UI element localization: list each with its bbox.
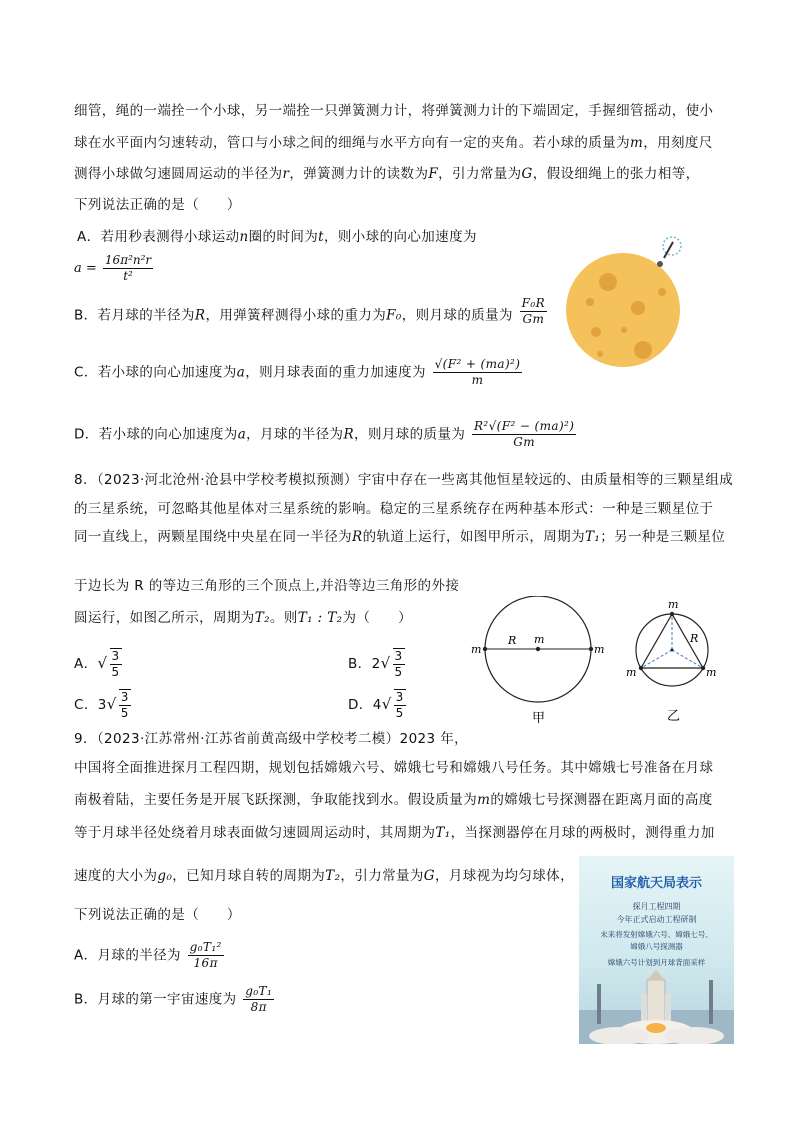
q7-var-R: R	[194, 307, 206, 324]
q8-option-b-coef: 2	[371, 656, 381, 672]
q8-line-3-text-b: 的轨道上运行，如图甲所示，周期为	[362, 529, 585, 545]
q9-option-b-text: B．月球的第一宇宙速度为	[74, 991, 237, 1008]
q9-var-m: m	[477, 792, 491, 808]
q9-line-6: 下列说法正确的是（ ）	[74, 907, 241, 923]
q8-option-a-den: 5	[111, 665, 120, 679]
label-m-br: m	[706, 666, 717, 679]
q9-option-b-fraction	[243, 984, 274, 1015]
q9-option-a-denominator: 16π	[193, 956, 218, 970]
q8-var-T1: T₁	[584, 529, 601, 545]
q7-option-d-denominator: Gm	[513, 435, 536, 449]
poster-line-3: 未来将发射嫦娥六号、嫦娥七号、	[600, 930, 713, 939]
q9-line-3-text: 南极着陆，主要任务是开展飞跃探测，争取能找到水。假设质量为	[74, 792, 478, 808]
q7-var-r: r	[282, 166, 290, 182]
moon-crater	[599, 273, 617, 291]
moon-crater	[621, 327, 627, 333]
q8-line-5-text-b: 。则	[269, 610, 298, 626]
q9-line-4	[74, 823, 715, 843]
q9-option-a-fraction	[188, 940, 224, 971]
q8-line-2: 的三星系统，可忽略其他星体对三星系统的影响。稳定的三星系统存在两种基本形式：一种是三颗星位于	[74, 501, 714, 517]
q7-option-b-fraction	[520, 296, 547, 327]
q8-option-c-coef: 3	[97, 697, 107, 713]
q9-line-4-text-b: ，当探测器停在月球的两极时，测得重力加	[450, 825, 715, 841]
q7-line-2-text: 球在水平面内匀速转动，管口与小球之间的细绳与水平方向有一定的夹角。若小球的质量为	[74, 135, 630, 151]
poster-line-5: 嫦娥六号计划到月球背面采样	[607, 958, 706, 967]
moon-crater	[591, 327, 601, 337]
q7-line-3-text: 测得小球做匀速圆周运动的半径为	[74, 166, 283, 182]
q8-line-3-text-c: ；另一种是三颗星位	[600, 529, 726, 545]
q8-line-4: 于边长为 R 的等边三角形的三个顶点上,并沿等边三角形的外接	[74, 578, 460, 594]
q7-option-b-text: B．若月球的半径为	[74, 307, 195, 324]
figure-yi	[622, 600, 722, 724]
q9-line-5	[74, 866, 574, 886]
star-top	[670, 612, 674, 616]
label-R: R	[690, 632, 699, 645]
q9-line-1: 9．（2023·江苏常州·江苏省前黄高级中学校考二模）2023 年，	[74, 731, 469, 747]
q9-line-5-text-b: ，已知月球自转的周期为	[172, 868, 326, 884]
q9-line-2: 中国将全面推进探月工程四期，规划包括嫦娥六号、嫦娥七号和嫦娥八号任务。其中嫦娥七号准备在月球	[74, 760, 714, 776]
q7-option-a-text2: 圈的时间为	[248, 229, 319, 245]
q9-var-T1: T₁	[435, 825, 451, 841]
q8-option-d-label: D．	[348, 697, 373, 713]
cnsa-poster	[579, 856, 734, 1044]
q8-option-c-num: 3	[120, 690, 129, 704]
moon-illustration	[560, 232, 695, 372]
label-m-center: m	[534, 633, 545, 646]
q9-option-b	[74, 984, 276, 1015]
q7-option-d-text3: ，则月球的质量为	[354, 426, 466, 443]
q7-var-F0: F₀	[386, 307, 402, 324]
q8-option-d-den: 5	[395, 706, 404, 720]
q8-var-R: R	[352, 529, 363, 545]
q7-option-c	[74, 357, 524, 388]
q9-line-3	[74, 790, 713, 810]
q7-line-3	[74, 164, 700, 184]
star-left	[483, 647, 487, 651]
label-m-bl: m	[626, 666, 637, 679]
q7-line-3-text-d: ，假设细绳上的张力相等，	[532, 166, 700, 182]
q9-option-b-numerator: g₀T₁	[245, 984, 273, 998]
q7-var-n: n	[239, 229, 249, 245]
q8-option-d: D．4√ $\frac{3}{5}$	[348, 690, 404, 720]
poster-line-2: 今年正式启动工程研制	[616, 915, 697, 924]
q7-option-a-text3: ，则小球的向心加速度为	[323, 229, 477, 245]
q7-option-c-text2: ，则月球表面的重力加速度为	[245, 364, 426, 381]
q8-option-b: B．2√ $\frac{3}{5}$	[348, 649, 403, 679]
q7-var-R-d: R	[343, 426, 355, 443]
q8-option-b-fraction	[393, 648, 405, 680]
caption-yi: 乙	[667, 709, 681, 724]
moon-crater	[634, 341, 652, 359]
poster-title: 国家航天局表示	[610, 876, 702, 891]
q9-var-G: G	[423, 868, 435, 884]
poster-line-1: 探月工程四期	[632, 902, 681, 911]
figure-jia	[468, 596, 616, 728]
q9-line-5-text: 速度的大小为	[74, 868, 158, 884]
label-R: R	[508, 634, 517, 647]
q8-option-a-label: A．	[74, 656, 98, 672]
q9-line-5-text-d: ，月球视为均匀球体，	[434, 868, 574, 884]
q7-option-a-text: A．若用秒表测得小球运动	[77, 229, 240, 245]
q7-var-G: G	[521, 166, 533, 182]
q7-option-b-numerator: F₀R	[521, 296, 546, 310]
q9-var-T2: T₂	[325, 868, 341, 884]
q7-option-b	[74, 296, 549, 327]
rocket-launch-graphic	[579, 970, 734, 1044]
label-m-left: m	[471, 643, 482, 656]
q8-line-5-text: 圆运行，如图乙所示，周期为	[74, 610, 255, 626]
caption-jia: 甲	[532, 711, 546, 726]
satellite-icon	[657, 237, 681, 267]
star-right	[589, 647, 593, 651]
q8-option-a: A．√ $\frac{3}{5}$	[74, 649, 120, 679]
q7-option-b-text2: ，用弹簧秤测得小球的重力为	[205, 307, 387, 324]
q9-line-5-text-c: ，引力常量为	[340, 868, 424, 884]
q7-option-a-fraction	[103, 253, 153, 284]
q8-var-T2: T₂	[254, 610, 270, 626]
q8-line-1: 8．（2023·河北沧州·沧县中学校考模拟预测）宇宙中存在一些离其他恒星较远的、由质量相等的三颗星组成	[74, 472, 734, 488]
q7-option-d-fraction	[472, 419, 576, 450]
moon-crater	[586, 298, 594, 306]
q7-line-1: 细管，绳的一端拴一个小球，另一端拴一只弹簧测力计，将弹簧测力计的下端固定，手握细管摇动，使小	[74, 103, 714, 119]
q8-option-a-num: 3	[111, 649, 120, 663]
q8-option-b-num: 3	[394, 649, 403, 663]
q8-option-c-fraction	[119, 689, 131, 721]
q7-line-2-tail: ，用刻度尺	[643, 135, 713, 151]
q7-var-t: t	[318, 229, 324, 245]
q7-line-3-text-c: ，引力常量为	[438, 166, 522, 182]
q7-line-3-text-b: ，弹簧测力计的读数为	[289, 166, 429, 182]
poster-line-4: 嫦娥八号探测器	[630, 942, 683, 951]
q8-option-d-fraction	[394, 689, 406, 721]
q9-var-g0: g₀	[157, 868, 173, 884]
q7-line-2	[74, 133, 713, 153]
q7-option-d-numerator: R²√(F² − (ma)²)	[473, 419, 575, 433]
moon-crater	[658, 288, 666, 296]
label-m-top: m	[668, 600, 679, 611]
q7-option-a-denominator: t²	[123, 269, 133, 283]
star-center	[536, 647, 540, 651]
q8-line-5	[74, 608, 412, 628]
moon-crater	[631, 301, 645, 315]
q8-option-c: C．3√ $\frac{3}{5}$	[74, 690, 129, 720]
q7-option-b-text3: ，则月球的质量为	[401, 307, 513, 324]
label-m-right: m	[594, 643, 605, 656]
q7-option-a-numerator: 16π²n²r	[104, 253, 152, 267]
q7-option-a-formula	[74, 253, 155, 284]
q7-option-a	[77, 227, 477, 247]
q9-option-a	[74, 940, 226, 971]
q9-option-b-denominator: 8π	[250, 1000, 267, 1014]
q7-var-F: F	[428, 166, 439, 182]
q7-option-d-text2: ，月球的半径为	[246, 426, 344, 443]
q8-option-a-fraction	[110, 648, 122, 680]
q7-option-c-text: C．若小球的向心加速度为	[74, 364, 237, 381]
q7-option-d-text: D．若小球的向心加速度为	[74, 426, 238, 443]
q8-option-d-num: 3	[395, 690, 404, 704]
q7-var-a-d: a	[237, 426, 247, 443]
q9-line-4-text: 等于月球半径处绕着月球表面做匀速圆周运动时，其周期为	[74, 825, 436, 841]
q8-ratio: T₁ : T₂	[297, 610, 343, 626]
q7-option-c-numerator: √(F² + (ma)²)	[434, 357, 521, 371]
q8-option-b-label: B．	[348, 656, 372, 672]
q7-var-m: m	[630, 135, 644, 151]
q9-option-a-numerator: g₀T₁²	[189, 940, 222, 954]
q8-line-3	[74, 527, 725, 547]
q7-option-b-denominator: Gm	[522, 312, 545, 326]
q7-var-a: a	[236, 364, 246, 381]
star-bottom-right	[701, 666, 705, 670]
q7-option-d	[74, 419, 578, 450]
center-dot	[671, 649, 674, 652]
q7-option-a-lhs: a =	[74, 261, 97, 276]
q8-line-3-text: 同一直线上，两颗星围绕中央星在同一半径为	[74, 529, 352, 545]
q7-line-4: 下列说法正确的是（ ）	[74, 197, 241, 213]
q8-option-c-label: C．	[74, 697, 98, 713]
q8-option-d-coef: 4	[372, 697, 382, 713]
q8-line-5-text-c: 为（ ）	[342, 610, 412, 626]
q7-option-c-denominator: m	[471, 373, 484, 387]
q8-option-b-den: 5	[394, 665, 403, 679]
moon-body	[566, 253, 680, 367]
q8-option-c-den: 5	[120, 706, 129, 720]
q7-option-c-fraction	[433, 357, 523, 388]
q9-option-a-text: A．月球的半径为	[74, 947, 181, 964]
star-bottom-left	[639, 666, 643, 670]
q9-line-3-text-b: 的嫦娥七号探测器在距离月面的高度	[490, 792, 713, 808]
moon-crater	[597, 351, 603, 357]
